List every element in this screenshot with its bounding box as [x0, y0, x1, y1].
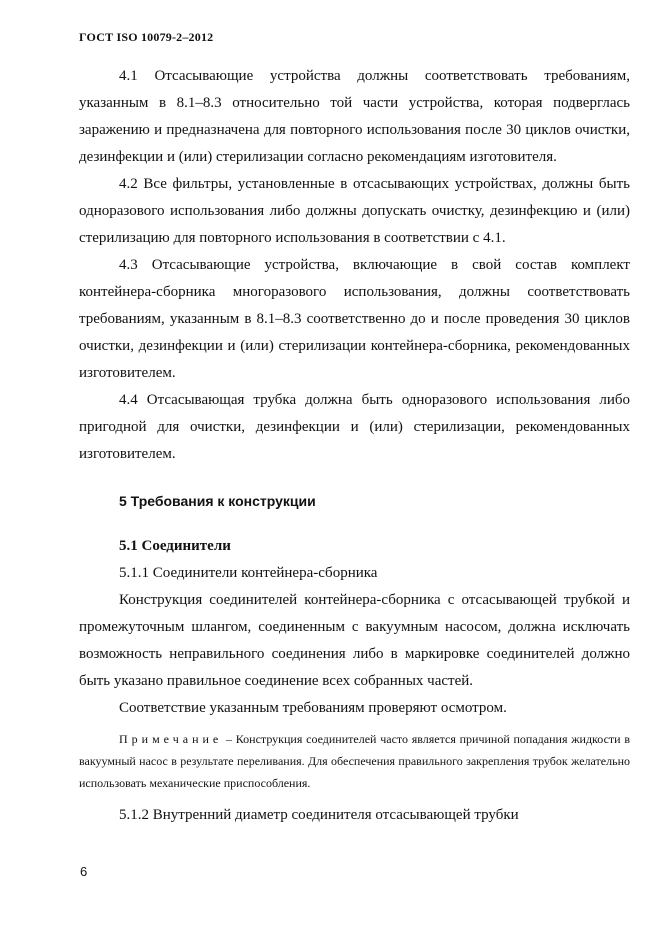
subsection-5-1-2-title: 5.1.2 Внутренний диаметр соединителя отсасывающей трубки [119, 807, 519, 823]
subsection-5-1-1-title: 5.1.1 Соединители контейнера-сборника [119, 565, 378, 581]
note-text: – Конструкция соединителей часто является причиной попадания жидкости в вакуумный насос в результате переливания. Для обеспечения правильного закрепления трубок желательно использовать механические приспособления. [79, 732, 630, 790]
paragraph-5-1-1-check: Соответствие указанным требованиям проверяют осмотром. [119, 700, 507, 716]
paragraph-4-4: 4.4 Отсасывающая трубка должна быть одноразового использования либо пригодной для очистки, дезинфекции и (или) стерилизации, рекомендованных изготовителем. [79, 392, 630, 462]
paragraph-4-1: 4.1 Отсасывающие устройства должны соответствовать требованиям, указанным в 8.1–8.3 относительно той части устройства, которая подверглась заражению и предназначена для повторного использования после 30 циклов очистки, дезинфекции и (или) стерилизации согласно рекомендациям изготовителя. [79, 68, 630, 165]
page-number: 6 [80, 864, 88, 879]
document-body [79, 63, 630, 829]
section-5-title: 5 Требования к конструкции [119, 493, 316, 509]
note [79, 728, 630, 794]
document-header: ГОСТ ISO 10079-2–2012 [79, 30, 214, 44]
paragraph-4-3: 4.3 Отсасывающие устройства, включающие в свой состав комплект контейнера-сборника многоразового использования, должны соответствовать требованиям, указанным в 8.1–8.3 соответственно до и после проведения 30 циклов очистки, дезинфекции и (или) стерилизации контейнера-сборника, рекомендованных изготовителем. [79, 257, 630, 381]
note-label: Примечание [119, 732, 223, 746]
paragraph-5-1-1-body: Конструкция соединителей контейнера-сборника с отсасывающей трубкой и промежуточным шлангом, соединенным с вакуумным насосом, должна исключать возможность неправильного соединения либо в маркировке соединителей должно быть указано правильное соединение всех собранных частей. [79, 592, 630, 689]
paragraph-4-2: 4.2 Все фильтры, установленные в отсасывающих устройствах, должны быть одноразового использования либо должны допускать очистку, дезинфекцию и (или) стерилизацию для повторного использования в соответствии с 4.1. [79, 176, 630, 246]
subsection-5-1-title: 5.1 Соединители [119, 538, 231, 554]
